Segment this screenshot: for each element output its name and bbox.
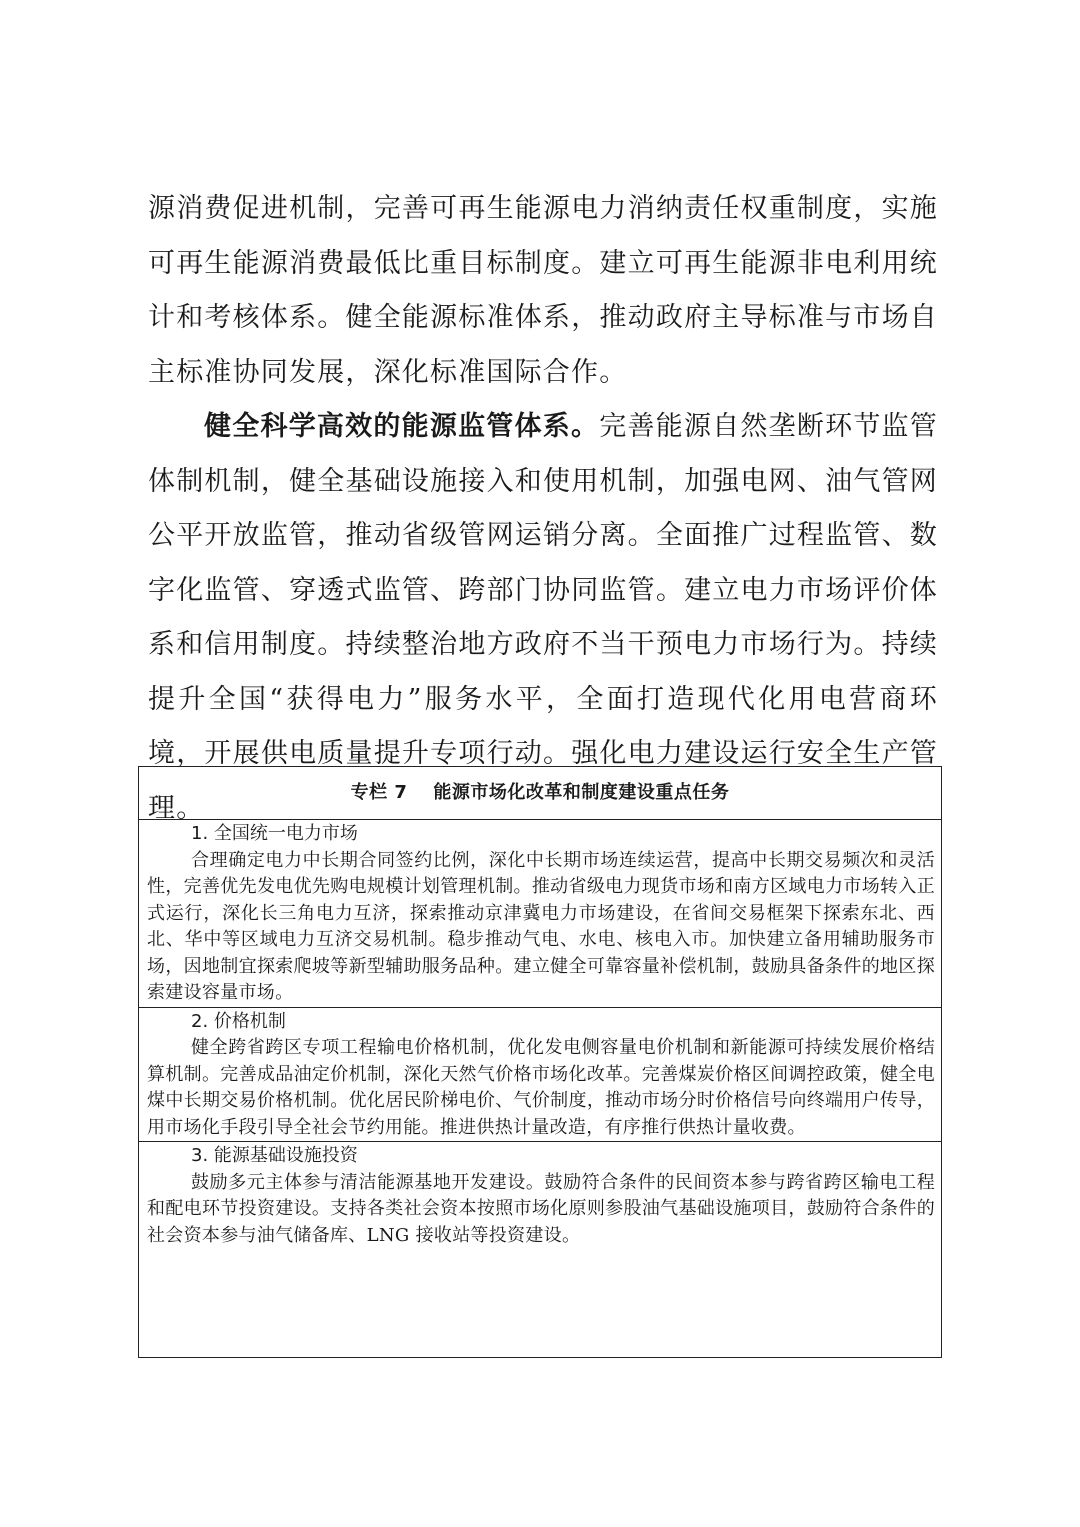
section-text: 健全跨省跨区专项工程输电价格机制，优化发电侧容量电价机制和新能源可持续发展价格结算机制。完善成品油定价机制，深化天然气价格市场化改革。完善煤炭价格区间调控政策，健全电煤中长期交易价格机制。优化居民阶梯电价、气价制度，推动市场分时价格信号向终端用户传导，用市场化手段引导全社会节约用能。推进供热计量改造，有序推行供热计量收费。 [147,1037,935,1138]
body-text [148,182,938,836]
paragraph-text: 完善能源自然垄断环节监管体制机制，健全基础设施接入和使用机制，加强电网、油气管网公平开放监管，推动省级管网运销分离。全面推广过程监管、数字化监管、穿透式监管、跨部门协同监管。建立电力市场评价体系和信用制度。持续整治地方政府不当干预电力市场行为。持续提升全国“获得电力”服务水平，全面打造现代化用电营商环境，开展供电质量提升专项行动。强化电力建设运行安全生产管理。 [148,411,938,824]
box-title-number: 专栏 7 [350,782,408,803]
section-heading: 2. 价格机制 [191,1010,286,1032]
section-text: 鼓励多元主体参与清洁能源基地开发建设。鼓励符合条件的民间资本参与跨省跨区输电工程和配电环节投资建设。支持各类社会资本按照市场化原则参股油气基础设施项目，鼓励符合条件的社会资本参与油气储备库、LNG 接收站等投资建设。 [147,1171,935,1246]
feature-box [138,766,942,1358]
box-section-electricity-market [139,820,941,1008]
box-title-text: 能源市场化改革和制度建设重点任务 [433,782,730,803]
paragraph-lead: 健全科学高效的能源监管体系。 [204,411,600,442]
section-heading: 3. 能源基础设施投资 [191,1145,358,1166]
box-section-price-mechanism [139,1008,941,1143]
paragraph-1 [148,182,938,400]
box-section-infrastructure-investment [139,1142,941,1249]
box-title [139,767,941,820]
section-heading: 1. 全国统一电力市场 [191,823,358,844]
paragraph-text: 源消费促进机制，完善可再生能源电力消纳责任权重制度，实施可再生能源消费最低比重目标制度。建立可再生能源非电利用统计和考核体系。健全能源标准体系，推动政府主导标准与市场自主标准协同发展，深化标准国际合作。 [148,193,938,388]
section-text: 合理确定电力中长期合同签约比例，深化中长期市场连续运营，提高中长期交易频次和灵活性，完善优先发电优先购电规模计划管理机制。推动省级电力现货市场和南方区域电力市场转入正式运行，深化长三角电力互济，探索推动京津冀电力市场建设，在省间交易框架下探索东北、西北、华中等区域电力互济交易机制。稳步推动气电、水电、核电入市。加快建立备用辅助服务市场，因地制宜探索爬坡等新型辅助服务品种。建立健全可靠容量补偿机制，鼓励具备条件的地区探索建设容量市场。 [147,849,935,1003]
